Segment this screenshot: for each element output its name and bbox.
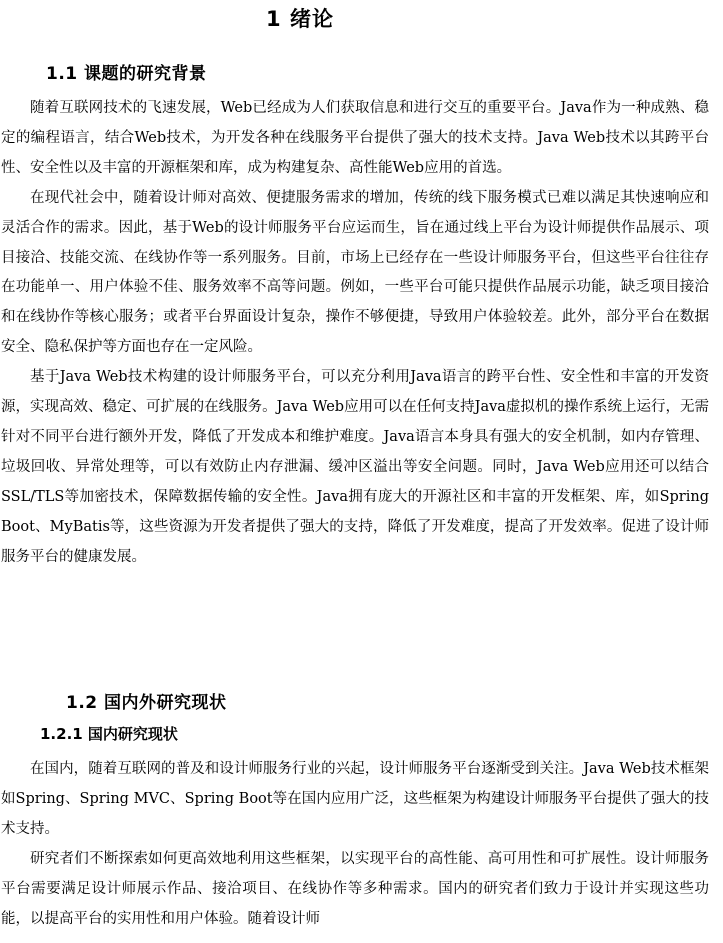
paragraph: 在现代社会中，随着设计师对高效、便捷服务需求的增加，传统的线下服务模式已难以满足其快速响应和灵活合作的需求。因此，基于Web的设计师服务平台应运而生，旨在通过线上平台为设计师提供作品展示、项目接洽、技能交流、在线协作等一系列服务。目前，市场上已经存在一些设计师服务平台，但这些平台往往存在功能单一、用户体验不佳、服务效率不高等问题。例如，一些平台可能只提供作品展示功能，缺乏项目接洽和在线协作等核心服务；或者平台界面设计复杂，操作不够便捷，导致用户体验较差。此外，部分平台在数据安全、隐私保护等方面也存在一定风险。: [1, 189, 709, 356]
subsection-1-2-1-body: [1, 755, 709, 934]
section-1-1-body: [1, 94, 709, 573]
paragraph: 在国内，随着互联网的普及和设计师服务行业的兴起，设计师服务平台逐渐受到关注。Java Web技术框架如Spring、Spring MVC、Spring Boot等在国内应用广泛，这些框架为构建设计师服务平台提供了强大的技术支持。: [1, 761, 709, 837]
section-heading-1-2: 1.2 国内外研究现状: [66, 693, 227, 713]
paragraph: 基于Java Web技术构建的设计师服务平台，可以充分利用Java语言的跨平台性、安全性和丰富的开发资源，实现高效、稳定、可扩展的在线服务。Java Web应用可以在任何支持Java虚拟机的操作系统上运行，无需针对不同平台进行额外开发，降低了开发成本和维护难度。Java语言本身具有强大的安全机制，如内存管理、垃圾回收、异常处理等，可以有效防止内存泄漏、缓冲区溢出等安全问题。同时，Java Web应用还可以结合SSL/TLS等加密技术，保障数据传输的安全性。Java拥有庞大的开源社区和丰富的开发框架、库，如Spring Boot、MyBatis等，这些资源为开发者提供了强大的支持，降低了开发难度，提高了开发效率。促进了设计师服务平台的健康发展。: [1, 369, 709, 565]
paragraph: 随着互联网技术的飞速发展，Web已经成为人们获取信息和进行交互的重要平台。Java作为一种成熟、稳定的编程语言，结合Web技术，为开发各种在线服务平台提供了强大的技术支持。Java Web技术以其跨平台性、安全性以及丰富的开源框架和库，成为构建复杂、高性能Web应用的首选。: [1, 100, 709, 176]
section-heading-1-1: 1.1 课题的研究背景: [46, 64, 207, 84]
chapter-title: 1 绪论: [266, 7, 334, 31]
paragraph: 研究者们不断探索如何更高效地利用这些框架，以实现平台的高性能、高可用性和可扩展性。设计师服务平台需要满足设计师展示作品、接洽项目、在线协作等多种需求。国内的研究者们致力于设计并实现这些功能，以提高平台的实用性和用户体验。随着设计师: [1, 850, 709, 927]
subsection-heading-1-2-1: 1.2.1 国内研究现状: [40, 725, 178, 743]
